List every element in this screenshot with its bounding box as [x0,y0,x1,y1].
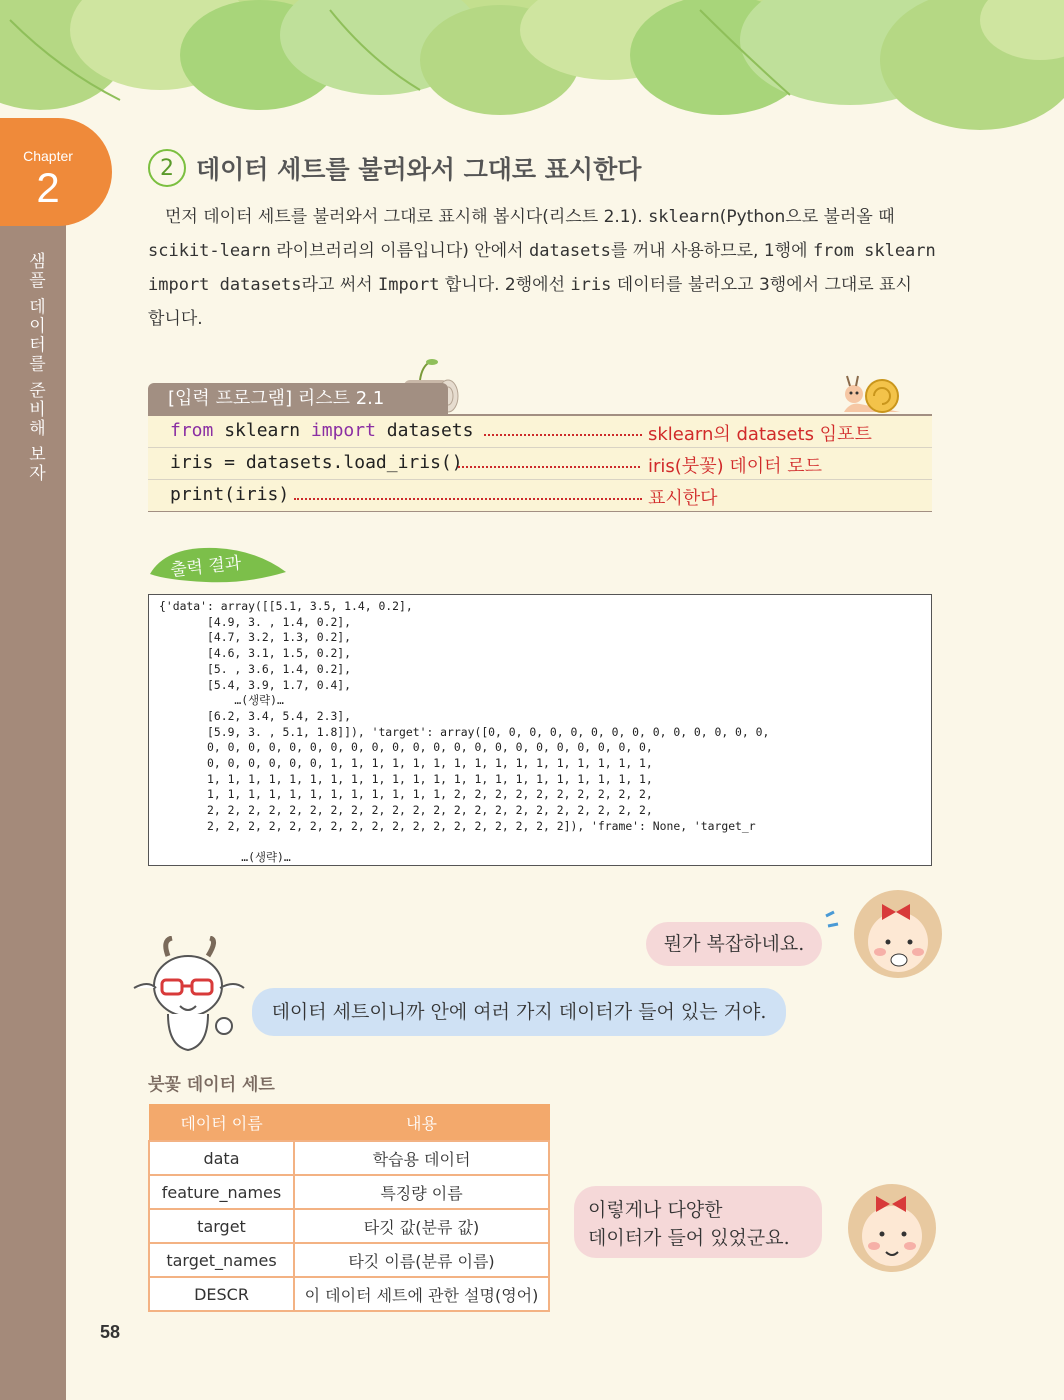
table-cell: target [149,1209,294,1243]
table-row [149,1243,549,1277]
code-span: sklearn [213,420,311,441]
inline-code: datasets [528,241,611,261]
output-text: {'data': array([[5.1, 3.5, 1.4, 0.2], [4.9, 3. , 1.4, 0.2], [4.7, 3.2, 1.3, 0.2], [4.6, 3.1, 1.5, 0.2], [5. , 3.6, 1.4, 0.2], [5.4, 3.9, 1.7, 0.4], …(생략)… [6.2, 3.4, 5.4, 2.3], [5.9, 3. , 5.1, 1.8]]), 'target': array([0, 0, 0, 0, 0, 0, 0, 0, 0, 0, 0, 0, 0, 0, 0, 0, 0, 0, 0, 0, 0, 0, 0, 0, 0, 0, 0, 0, 0, 0, 0, 0, 0, 0, 0, 0, 0, 0, 0, 0, 0, 0, 1, 1, 1, 1, 1, 1, 1, 1, 1, 1, 1, 1, 1, 1, 1, 1, 1, 1, 1, 1, 1, 1, 1, 1, 1, 1, 1, 1, 1, 1, 1, 1, 1, 1, 1, 1, 1, 1, 1, 1, 1, 1, 1, 1, 1, 1, 1, 1, 1, 1, 2, 2, 2, 2, 2, 2, 2, 2, 2, 2, 2, 2, 2, 2, 2, 2, 2, 2, 2, 2, 2, 2, 2, 2, 2, 2, 2, 2, 2, 2, 2, 2, 2, 2, 2, 2, 2, 2, 2, 2, 2, 2, 2, 2, 2, 2, 2, 2, 2, 2]), 'frame': None, 'target_r …(생략)… [159,599,770,865]
code-line-2 [148,448,932,480]
code-text [170,420,473,441]
table-cell: 특징량 이름 [294,1175,549,1209]
speech-bubble-goat: 데이터 세트이니까 안에 여러 가지 데이터가 들어 있는 거야. [252,988,786,1036]
chapter-number: 2 [36,164,60,211]
code-text [170,484,289,505]
girl-character-illustration-2 [844,1172,940,1284]
table-row [149,1277,549,1311]
table-cell: data [149,1141,294,1175]
table-row [149,1209,549,1243]
bubble-line-1: 이렇게나 다양한 [588,1199,723,1221]
snail-icon [840,372,910,416]
paragraph-line [148,234,936,268]
chapter-tab [0,118,112,226]
text-run: 를 꺼내 사용하므로, 1행에 [610,241,813,261]
speech-bubble-girl-1: 뭔가 복잡하네요. [646,922,822,966]
iris-table-title: 붓꽃 데이터 세트 [148,1075,275,1095]
code-text [170,452,463,473]
table-cell: 학습용 데이터 [294,1141,549,1175]
code-annotation: iris(붓꽃) 데이터 로드 [648,456,822,477]
table-cell: target_names [149,1243,294,1277]
output-leaf-tag [146,544,296,584]
text-run: 데이터를 불러오고 3행에서 그대로 표시 [611,275,912,295]
leader-dots [458,452,640,468]
table-row [149,1141,549,1175]
inline-code: scikit-learn [148,241,271,261]
code-span: iris = datasets.load_iris() [170,452,463,473]
section-heading [148,148,641,188]
paragraph-line [148,200,936,234]
speech-bubble-girl-2 [574,1186,822,1258]
program-tab: [입력 프로그램] 리스트 2.1 [148,383,448,415]
iris-dataset-table [148,1104,550,1312]
keyword: from [170,420,214,441]
paragraph-line [148,268,936,302]
goat-teacher-illustration [128,936,248,1056]
code-annotation: sklearn의 datasets 임포트 [648,424,872,445]
table-cell: DESCR [149,1277,294,1311]
program-listing [148,414,932,512]
text-run: 라고 써서 [301,275,379,295]
table-header-row [149,1105,549,1142]
table-cell: 타깃 값(분류 값) [294,1209,549,1243]
bubble-line-2: 데이터가 들어 있었군요. [588,1227,790,1249]
code-annotation: 표시한다 [648,488,718,509]
output-console [148,594,932,866]
code-line-3 [148,480,932,511]
table-cell: feature_names [149,1175,294,1209]
section-number: 2 [148,149,186,187]
girl-character-illustration [818,876,948,986]
inline-code: Import [378,275,440,295]
column-header: 데이터 이름 [149,1105,294,1142]
code-span: datasets [375,420,474,441]
code-span: print(iris) [170,484,290,505]
chapter-title-vertical: 샘플 데이터를 준비해 보자 [25,252,45,484]
leaf-canopy-illustration [0,0,1064,150]
keyword: import [310,420,376,441]
text-run: 합니다. 2행에선 [439,275,571,295]
table-row [149,1175,549,1209]
code-line-1 [148,416,932,448]
inline-code: from sklearn [812,241,936,261]
text-run: 합니다. [148,309,203,329]
table-cell: 타깃 이름(분류 이름) [294,1243,549,1277]
text-run: (Python으로 불러올 때 [719,207,895,227]
text-run: 먼저 데이터 세트를 불러와서 그대로 표시해 봅시다(리스트 2.1). [148,207,649,227]
inline-code: sklearn [648,207,720,227]
section-title: 데이터 세트를 불러와서 그대로 표시한다 [196,155,642,184]
paragraph-line [148,302,936,336]
leader-dots [484,420,642,436]
inline-code: import datasets [148,275,302,295]
chapter-label: Chapter [23,148,73,164]
inline-code: iris [570,275,612,295]
body-paragraph [148,200,936,336]
column-header: 내용 [294,1105,549,1142]
table-cell: 이 데이터 세트에 관한 설명(영어) [294,1277,549,1311]
leader-dots [294,484,642,500]
text-run: 라이브러리의 이름입니다) 안에서 [270,241,529,261]
output-tag-label: 출력 결과 [169,553,243,581]
page-number: 58 [100,1322,121,1342]
